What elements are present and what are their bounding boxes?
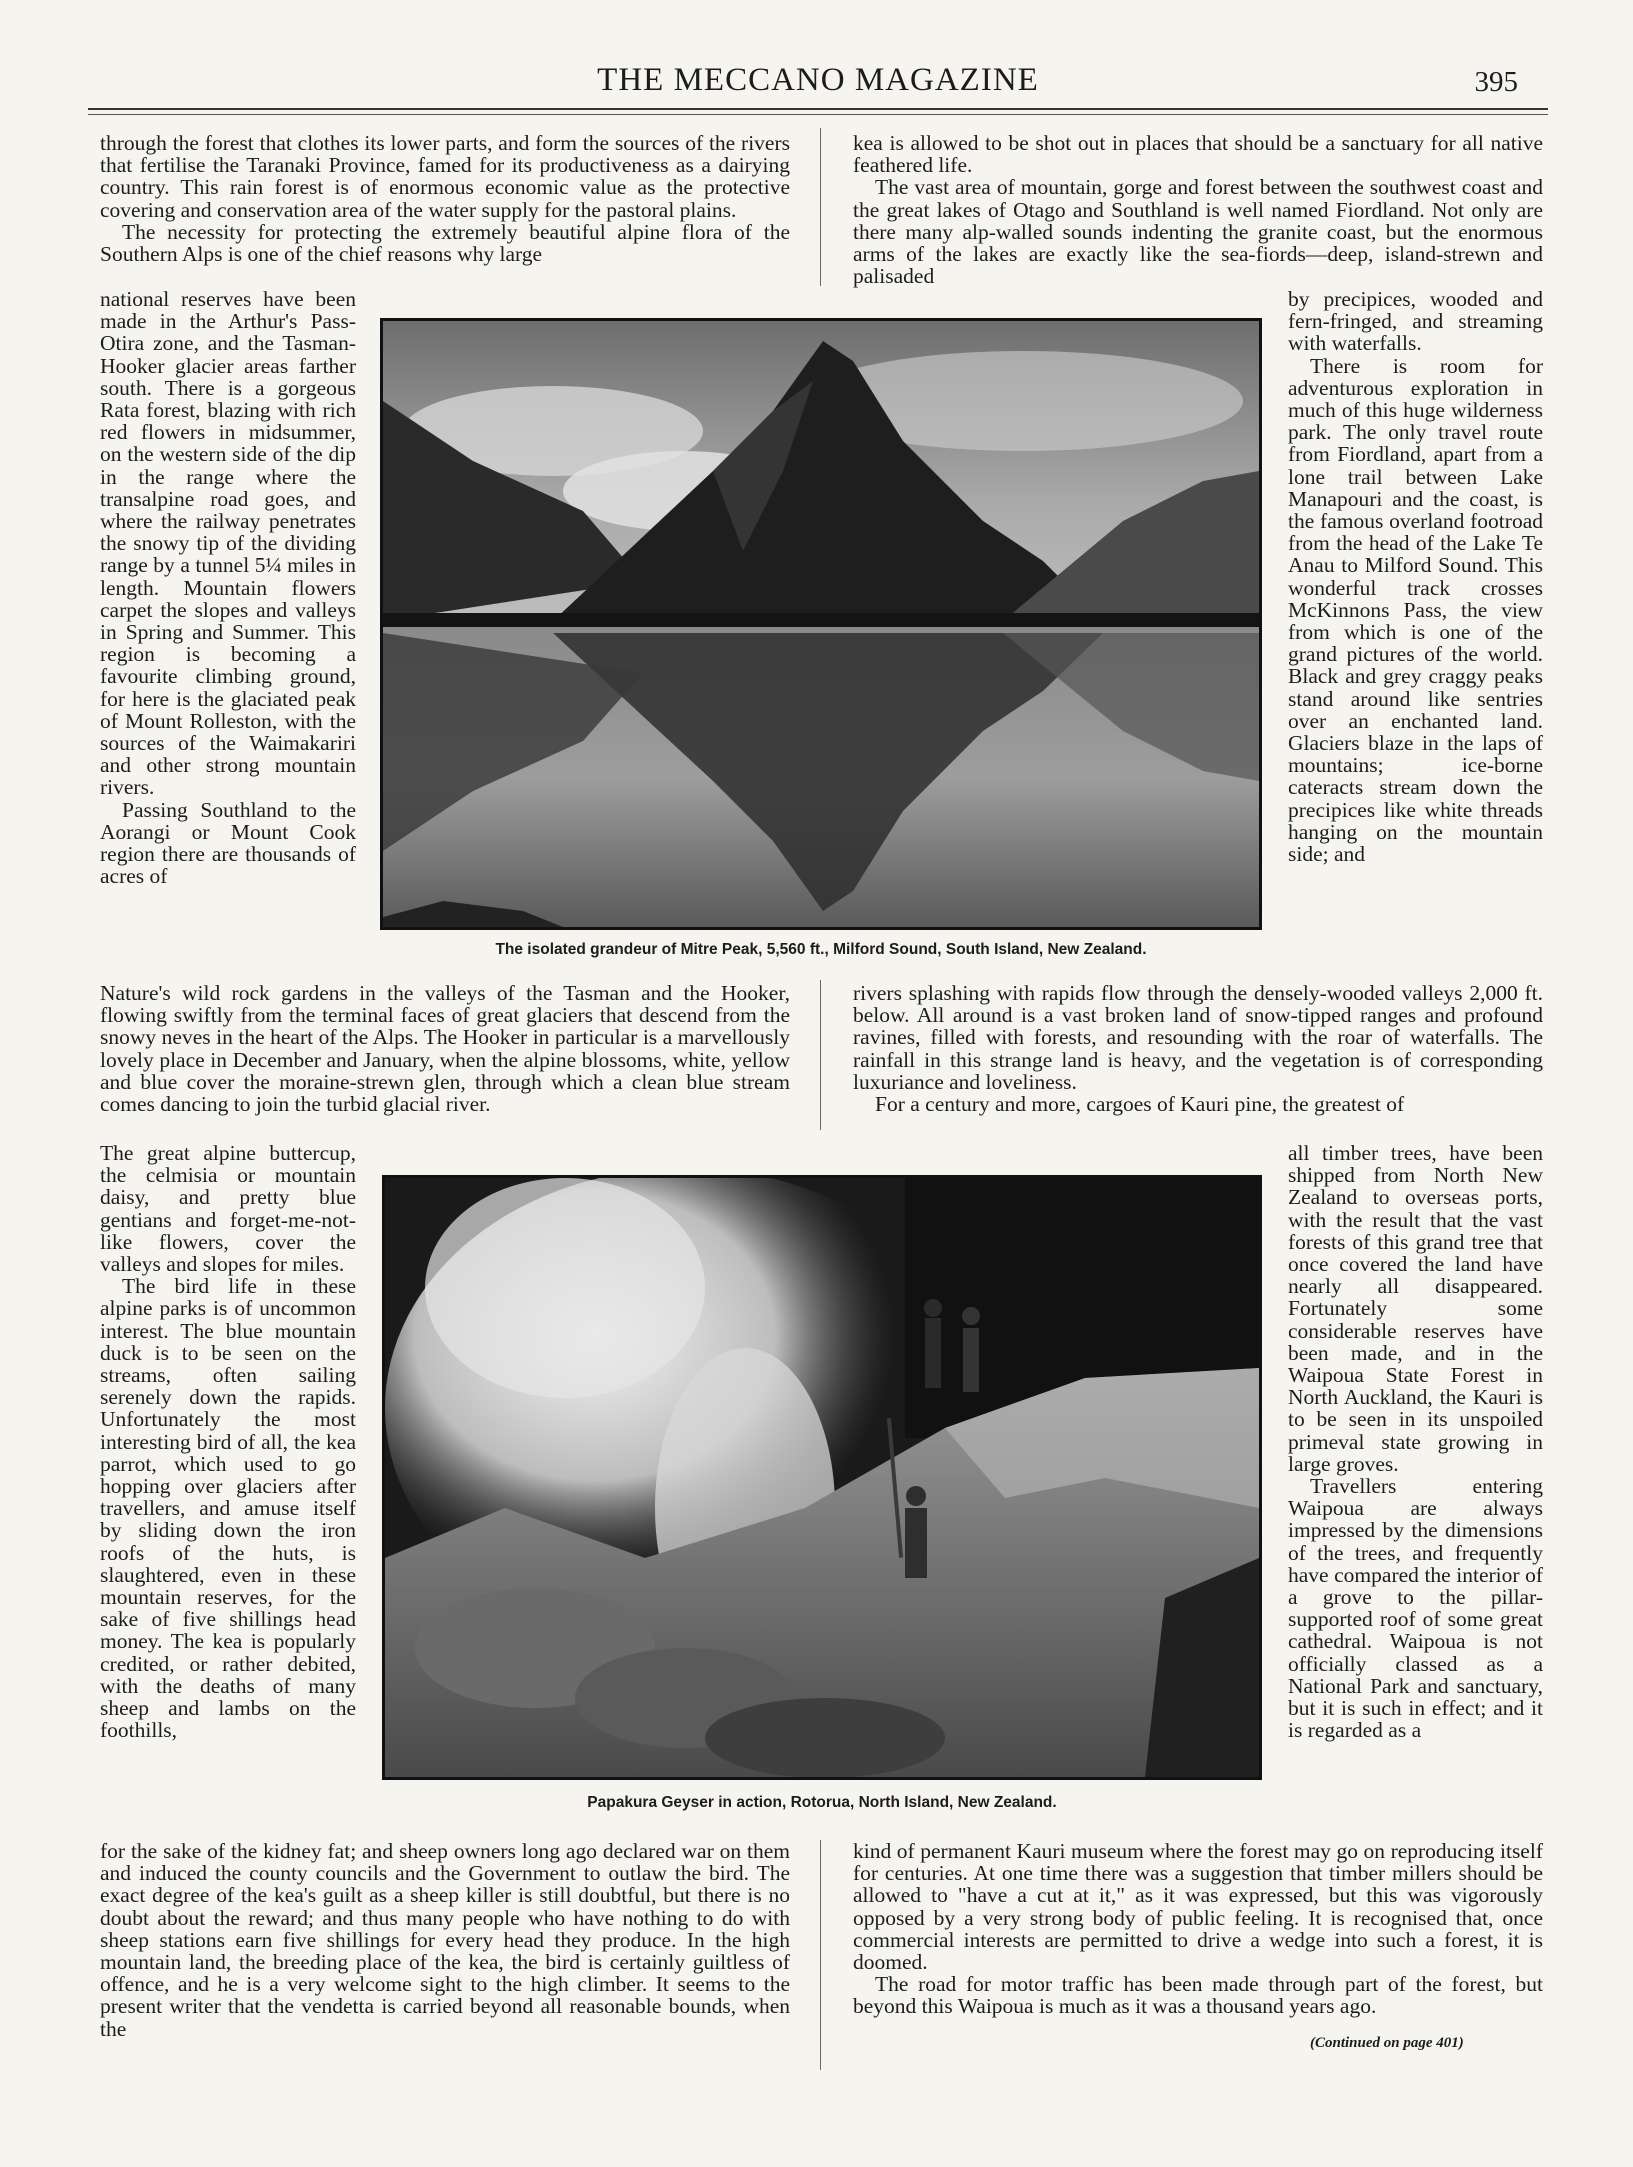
left-column-top — [100, 132, 790, 265]
header-rule — [88, 108, 1548, 110]
paragraph: rivers splashing with rapids flow through the densely-wooded valleys 2,000 ft. below. All around is a vast broken land of snow-tipped ranges and profound ravines, filled with forests, and resounding with the roar of waterfalls. The rainfall in this strange land is heavy, and the vegetation is of corresponding luxuriance and loveliness. — [853, 981, 1543, 1094]
paragraph: The bird life in these alpine parks is of uncommon interest. The blue mountain duck is to be seen on the streams, often sailing serenely down the rapids. Unfortunately the most interesting bird of all, the kea parrot, which used to go hopping over glaciers after travellers, and amuse itself by sliding down the iron roofs of the huts, is slaughtered, even in these mountain reserves, for the sake of five shillings head money. The kea is popularly credited, or rather debited, with the deaths of many sheep and lambs on the foothills, — [100, 1274, 356, 1743]
paragraph: for the sake of the kidney fat; and sheep owners long ago declared war on them and induced the county councils and the Government to outlaw the bird. The exact degree of the kea's guilt as a sheep killer is still doubtful, but there is no doubt about the reward; and thus many people who have nothing to do with sheep stations earn five shillings for every head they produce. In the high mountain land, the breeding place of the kea, the bird is certainly guiltless of offence, and he is a very welcome sight to the high climber. It seems to the present writer that the vendetta is carried beyond all reasonable bounds, when the — [100, 1839, 790, 2041]
left-column-middle — [100, 982, 790, 1115]
paragraph: The necessity for protecting the extremely beautiful alpine flora of the Southern Alps is one of the chief reasons why large — [100, 219, 790, 267]
page-number: 395 — [1474, 66, 1518, 98]
left-column-narrow-upper — [100, 288, 356, 887]
left-column-narrow-lower — [100, 1142, 356, 1741]
papakura-geyser-photo — [382, 1175, 1262, 1780]
page-header — [88, 62, 1548, 102]
right-column-narrow-upper — [1288, 288, 1543, 865]
continued-note: (Continued on page 401) — [1310, 2035, 1464, 2051]
mitre-peak-caption: The isolated grandeur of Mitre Peak, 5,560 ft., Milford Sound, South Island, New Zealand. — [495, 941, 1147, 958]
column-divider — [820, 980, 821, 1130]
paragraph: Passing Southland to the Aorangi or Mount Cook region there are thousands of acres of — [100, 797, 356, 889]
column-divider — [820, 128, 821, 286]
paragraph: Nature's wild rock gardens in the valleys of the Tasman and the Hooker, flowing swiftly from the terminal faces of great glaciers that descend from the snowy neves in the heart of the Alps. The Hooker in particular is a marvellously lovely place in December and January, when the alpine blossoms, white, yellow and blue cover the moraine-strewn glen, through which a clean blue stream comes dancing to join the turbid glacial river. — [100, 981, 790, 1117]
paragraph: The great alpine buttercup, the celmisia or mountain daisy, and pretty blue gentians and forget-me-not-like flowers, cover the valleys and slopes for miles. — [100, 1141, 356, 1277]
header-rule-thin — [88, 114, 1548, 115]
mitre-peak-image — [383, 321, 1259, 927]
right-column-middle — [853, 982, 1543, 1115]
paragraph: through the forest that clothes its lower parts, and form the sources of the rivers that fertilise the Taranaki Province, famed for its productiveness as a dairying country. This rain forest is of enormous economic value as the protective covering and conservation area of the water supply for the pastoral plains. — [100, 131, 790, 222]
paragraph: kind of permanent Kauri museum where the forest may go on reproducing itself for centuries. At one time there was a suggestion that timber millers should be allowed to "have a cut at it," as it was expressed, but this was vigorously opposed by a very strong body of public feeling. It is recognised that, once commercial interests are permitted to drive a wedge into such a forest, it is doomed. — [853, 1839, 1543, 1975]
paragraph: There is room for adventurous exploration in much of this huge wilderness park. The only travel route from Fiordland, apart from a lone trail between Lake Manapouri and the coast, is the famous overland footroad from the head of the Lake Te Anau to Milford Sound. This wonderful track crosses McKinnons Pass, the view from which is one of the grand pictures of the world. Black and grey craggy peaks stand around like sentries over an enchanted land. Glaciers blaze in the laps of mountains; ice-borne cateracts stream down the precipices like white threads hanging on the mountain side; and — [1288, 353, 1543, 867]
paragraph: kea is allowed to be shot out in places that should be a sanctuary for all native feathered life. — [853, 131, 1543, 178]
left-column-bottom — [100, 1840, 790, 2040]
paragraph: by precipices, wooded and fern-fringed, and streaming with waterfalls. — [1288, 287, 1543, 356]
geyser-image — [385, 1178, 1259, 1777]
right-column-top — [853, 132, 1543, 287]
geyser-caption: Papakura Geyser in action, Rotorua, North Island, New Zealand. — [587, 1794, 1057, 1811]
paragraph: For a century and more, cargoes of Kauri pine, the greatest of — [875, 1092, 1405, 1117]
paragraph: national reserves have been made in the Arthur's Pass-Otira zone, and the Tasman-Hooker glacier areas farther south. There is a gorgeous Rata forest, blazing with rich red flowers in midsummer, on the western side of the dip in the range where the transalpine road goes, and where the railway penetrates the snowy tip of the dividing range by a tunnel 5¼ miles in length. Mountain flowers carpet the slopes and valleys in Spring and Summer. This region is becoming a favourite climbing ground, for here is the glaciated peak of Mount Rolleston, with the sources of the Waimakariri and other strong mountain rivers. — [100, 287, 356, 800]
mitre-peak-photo — [380, 318, 1262, 930]
column-divider — [820, 1840, 821, 2070]
right-column-bottom — [853, 1840, 1543, 2018]
paragraph: The road for motor traffic has been made through part of the forest, but beyond this Waipoua is much as it was a thousand years ago. — [853, 1972, 1543, 2019]
paragraph: all timber trees, have been shipped from North New Zealand to overseas ports, with the result that the vast forests of this grand tree that once covered the land have nearly all disappeared. Fortunately some considerable reserves have been made, and in the Waipoua State Forest in North Auckland, the Kauri is to be seen in its unspoiled primeval state growing in large groves. — [1288, 1141, 1543, 1476]
paragraph: The vast area of mountain, gorge and forest between the southwest coast and the great lakes of Otago and Southland is well named Fiordland. Not only are there many alp-walled sounds indenting the granite coast, but the enormous arms of the lakes are exactly like the sea-fiords—deep, island-strewn and palisaded — [853, 175, 1543, 289]
right-column-narrow-lower — [1288, 1142, 1543, 1741]
paragraph: Travellers entering Waipoua are always impressed by the dimensions of the trees, and frequently have compared the interior of a grove to the pillar-supported roof of some great cathedral. Waipoua is not officially classed as a National Park and sanctuary, but it is such in effect; and it is regarded as a — [1288, 1474, 1543, 1743]
magazine-title: THE MECCANO MAGAZINE — [597, 62, 1039, 98]
